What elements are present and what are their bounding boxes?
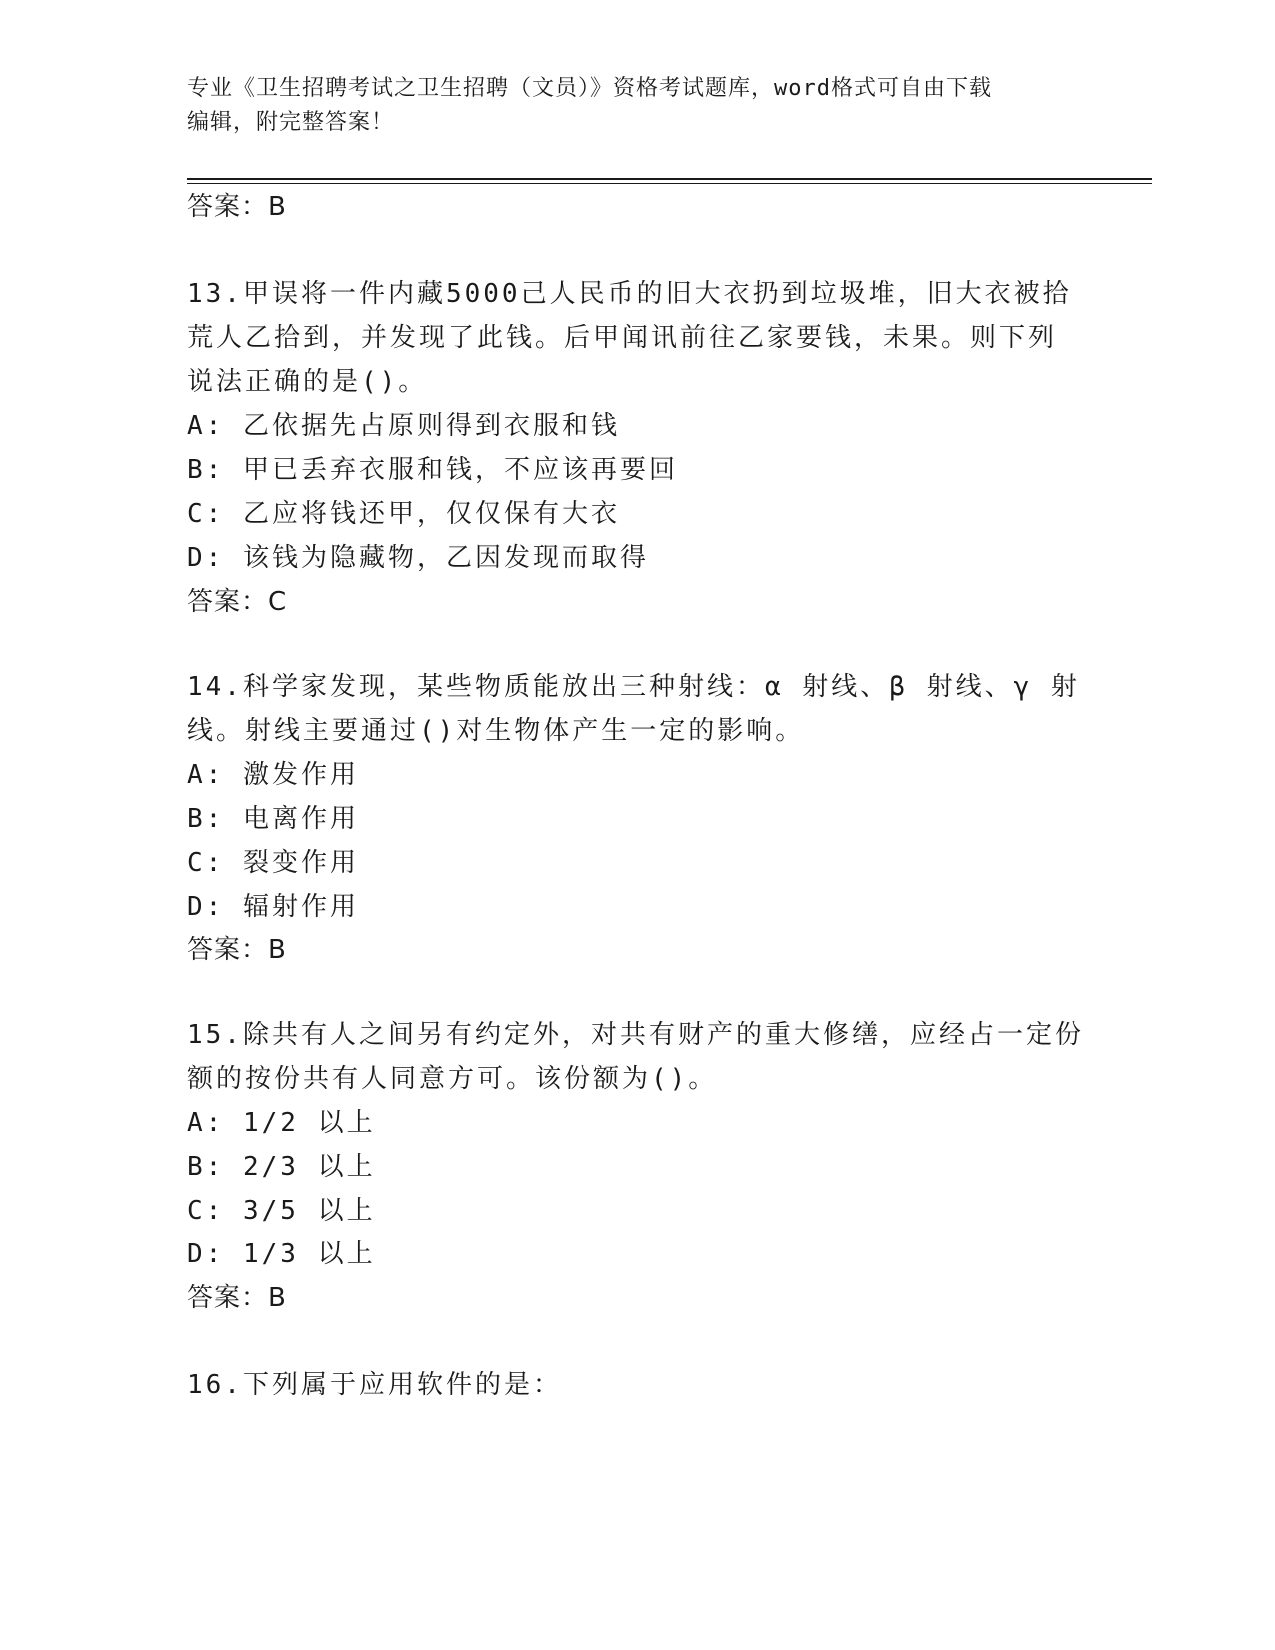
q13-stem-line-3: 说法正确的是()。	[187, 367, 428, 397]
q13-answer: 答案：C	[187, 587, 288, 617]
q15-option-a: A: 1/2 以上	[187, 1108, 376, 1138]
q13-option-c: C: 乙应将钱还甲，仅仅保有大衣	[187, 499, 620, 529]
q15-option-b: B: 2/3 以上	[187, 1152, 376, 1182]
q15-answer: 答案：B	[187, 1283, 287, 1313]
document-header	[187, 72, 1087, 140]
q13-option-b: B: 甲已丢弃衣服和钱，不应该再要回	[187, 455, 678, 485]
q14-option-d: D: 辐射作用	[187, 892, 359, 922]
q14-stem-line-2: 线。射线主要通过()对生物体产生一定的影响。	[187, 716, 805, 746]
q14-option-b: B: 电离作用	[187, 804, 359, 834]
q13-stem-line-2: 荒人乙拾到，并发现了此钱。后甲闻讯前往乙家要钱，未果。则下列	[187, 323, 1058, 353]
q15-option-c: C: 3/5 以上	[187, 1196, 376, 1226]
q15-stem-line-2: 额的按份共有人同意方可。该份额为()。	[187, 1064, 718, 1094]
header-line-1: 专业《卫生招聘考试之卫生招聘（文员）》资格考试题库，word格式可自由下载	[187, 76, 992, 101]
q13-option-a: A: 乙依据先占原则得到衣服和钱	[187, 411, 620, 441]
answer-prev: 答案：B	[187, 192, 287, 222]
q14-stem-line-1: 14.科学家发现，某些物质能放出三种射线：α 射线、β 射线、γ 射	[187, 672, 1080, 702]
q14-option-c: C: 裂变作用	[187, 848, 359, 878]
q13-option-d: D: 该钱为隐藏物，乙因发现而取得	[187, 543, 649, 573]
q16-stem-line-1: 16.下列属于应用软件的是：	[187, 1370, 562, 1400]
q14-answer: 答案：B	[187, 935, 287, 965]
q14-option-a: A: 激发作用	[187, 760, 359, 790]
q13-stem-line-1: 13.甲误将一件内藏5000己人民币的旧大衣扔到垃圾堆，旧大衣被拾	[187, 279, 1072, 309]
q15-stem-line-1: 15.除共有人之间另有约定外，对共有财产的重大修缮，应经占一定份	[187, 1020, 1084, 1050]
header-line-2: 编辑，附完整答案！	[187, 110, 395, 135]
header-rule-thin	[187, 183, 1152, 184]
header-rule-thick	[187, 178, 1152, 180]
q15-option-d: D: 1/3 以上	[187, 1239, 376, 1269]
